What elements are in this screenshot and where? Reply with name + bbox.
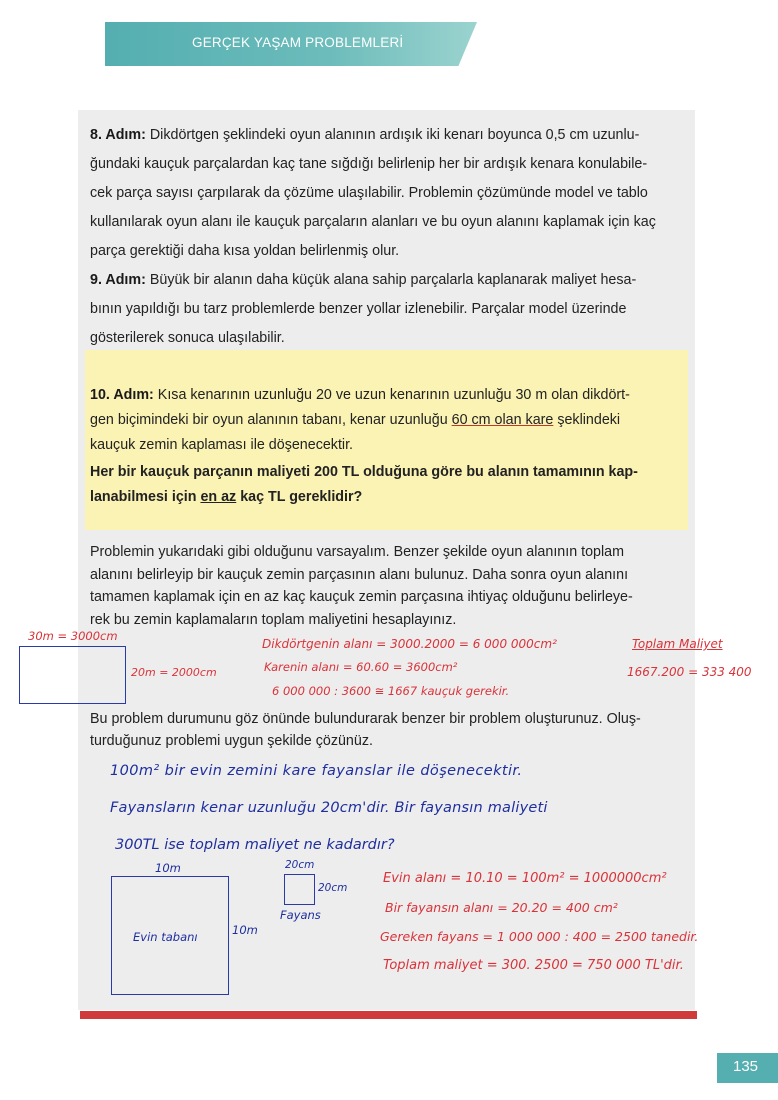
assume-paragraph [90, 541, 680, 631]
hw-rect-top-label: 30m = 3000cm [28, 629, 118, 643]
hw-solution-line-3: Gereken fayans = 1 000 000 : 400 = 2500 tanedir. [380, 929, 699, 944]
step-10-question-line-2: lanabilmesi için [90, 489, 201, 505]
step-10-label: 10. Adım: [90, 387, 154, 403]
step-10-question [90, 460, 680, 510]
create-line-1: Bu problem durumunu göz önünde bulundurarak benzer bir problem oluşturunuz. Oluş- [90, 711, 641, 727]
hw-solution-line-2: Bir fayansın alanı = 20.20 = 400 cm² [385, 900, 618, 915]
hw-play-area-rectangle [19, 646, 126, 704]
assume-line-1: Problemin yukarıdaki gibi olduğunu varsayalım. Benzer şekilde oyun alanının toplam [90, 544, 625, 560]
step-10-question-line-1: Her bir kauçuk parçanın maliyeti 200 TL olduğuna göre bu alanın tamamının kap- [90, 464, 638, 480]
step-9-paragraph [90, 266, 680, 353]
hw-problem-line-1: 100m² bir evin zemini kare fayanslar ile döşenecektir. [110, 763, 523, 779]
footer-red-bar [80, 1011, 697, 1019]
step-8-line-1: Dikdörtgen şeklindeki oyun alanının ardışık iki kenarı boyunca 0,5 cm uzunlu- [145, 127, 640, 143]
step-8-paragraph [90, 121, 680, 266]
step-10-paragraph [90, 383, 680, 458]
hw-calc-line-1: Dikdörtgenin alanı = 3000.2000 = 6 000 000cm² [262, 637, 557, 651]
hw-rect-side-label: 20m = 2000cm [131, 666, 217, 679]
hw-problem-line-3: 300TL ise toplam maliyet ne kadardır? [115, 837, 395, 853]
hw-small-square-label: Fayans [280, 908, 321, 922]
hw-solution-line-1: Evin alanı = 10.10 = 100m² = 1000000cm² [383, 871, 667, 886]
hw-solution-line-4: Toplam maliyet = 300. 2500 = 750 000 TL'dir. [383, 958, 684, 973]
assume-line-3: tamamen kaplamak için en az kaç kauçuk zemin parçasına ihtiyaç olduğunu belirleye- [90, 589, 633, 605]
header-title: GERÇEK YAŞAM PROBLEMLERİ [192, 35, 404, 50]
hw-small-square-top-label: 20cm [285, 859, 315, 871]
step-9-label: 9. Adım: [90, 272, 146, 288]
step-8-label: 8. Adım: [90, 127, 146, 143]
hw-big-square-label: Evin tabanı [133, 930, 198, 944]
hw-big-square-top-label: 10m [155, 861, 181, 875]
step-10-underlined-phrase: 60 cm olan kare [451, 412, 554, 428]
hw-big-square-side-label: 10m [232, 923, 258, 937]
step-8-line-2: ğundaki kauçuk parçalardan kaç tane sığdığı belirlenip her bir ardışık kenara konulabile- [90, 156, 648, 172]
page-number: 135 [733, 1058, 759, 1075]
create-paragraph [90, 708, 680, 752]
step-10-line-2: gen biçimindeki bir oyun alanının tabanı, kenar uzunluğu [90, 412, 452, 428]
step-10-question-underlined: en az [200, 489, 237, 505]
hw-total-calc: 1667.200 = 333 400 [627, 665, 752, 679]
hw-problem-line-2: Fayansların kenar uzunluğu 20cm'dir. Bir fayansın maliyeti [110, 800, 548, 816]
step-9-line-1: Büyük bir alanın daha küçük alana sahip parçalarla kaplanarak maliyet hesa- [145, 272, 637, 288]
step-8-line-4: kullanılarak oyun alanı ile kauçuk parçaların alanları ve bu oyun alanını kaplamak için kaç [90, 214, 656, 230]
assume-line-4: rek bu zemin kaplamaların toplam maliyetini hesaplayınız. [90, 611, 457, 628]
step-9-line-2: bının yapıldığı bu tarz problemlerde benzer yollar izlenebilir. Parçalar model üzerinde [90, 301, 627, 317]
step-10-question-line-2-end: kaç TL gereklidir? [236, 489, 363, 505]
hw-small-square-side-label: 20cm [318, 882, 348, 894]
step-10-line-2-end: şeklindeki [553, 412, 621, 428]
create-line-2: turduğunuz problemi uygun şekilde çözünüz. [90, 733, 373, 749]
step-10-line-3: kauçuk zemin kaplaması ile döşenecektir. [90, 437, 354, 453]
step-8-line-5: parça gerektiği daha kısa yoldan belirlenmiş olur. [90, 243, 400, 259]
step-10-line-1: Kısa kenarının uzunluğu 20 ve uzun kenarının uzunluğu 30 m olan dikdört- [153, 387, 630, 403]
assume-line-2: alanını belirleyip bir kauçuk zemin parçasının alanı bulunuz. Daha sonra oyun alanını [90, 566, 629, 583]
hw-calc-line-3: 6 000 000 : 3600 ≅ 1667 kauçuk gerekir. [272, 684, 510, 698]
hw-calc-line-2: Karenin alanı = 60.60 = 3600cm² [264, 660, 458, 674]
step-8-line-3: cek parça sayısı çarpılarak da çözüme ulaşılabilir. Problemin çözümünde model ve tablo [90, 185, 648, 201]
step-9-line-3: gösterilerek sonuca ulaşılabilir. [90, 330, 285, 346]
hw-total-title: Toplam Maliyet [632, 637, 723, 651]
hw-tile-square [284, 874, 315, 905]
